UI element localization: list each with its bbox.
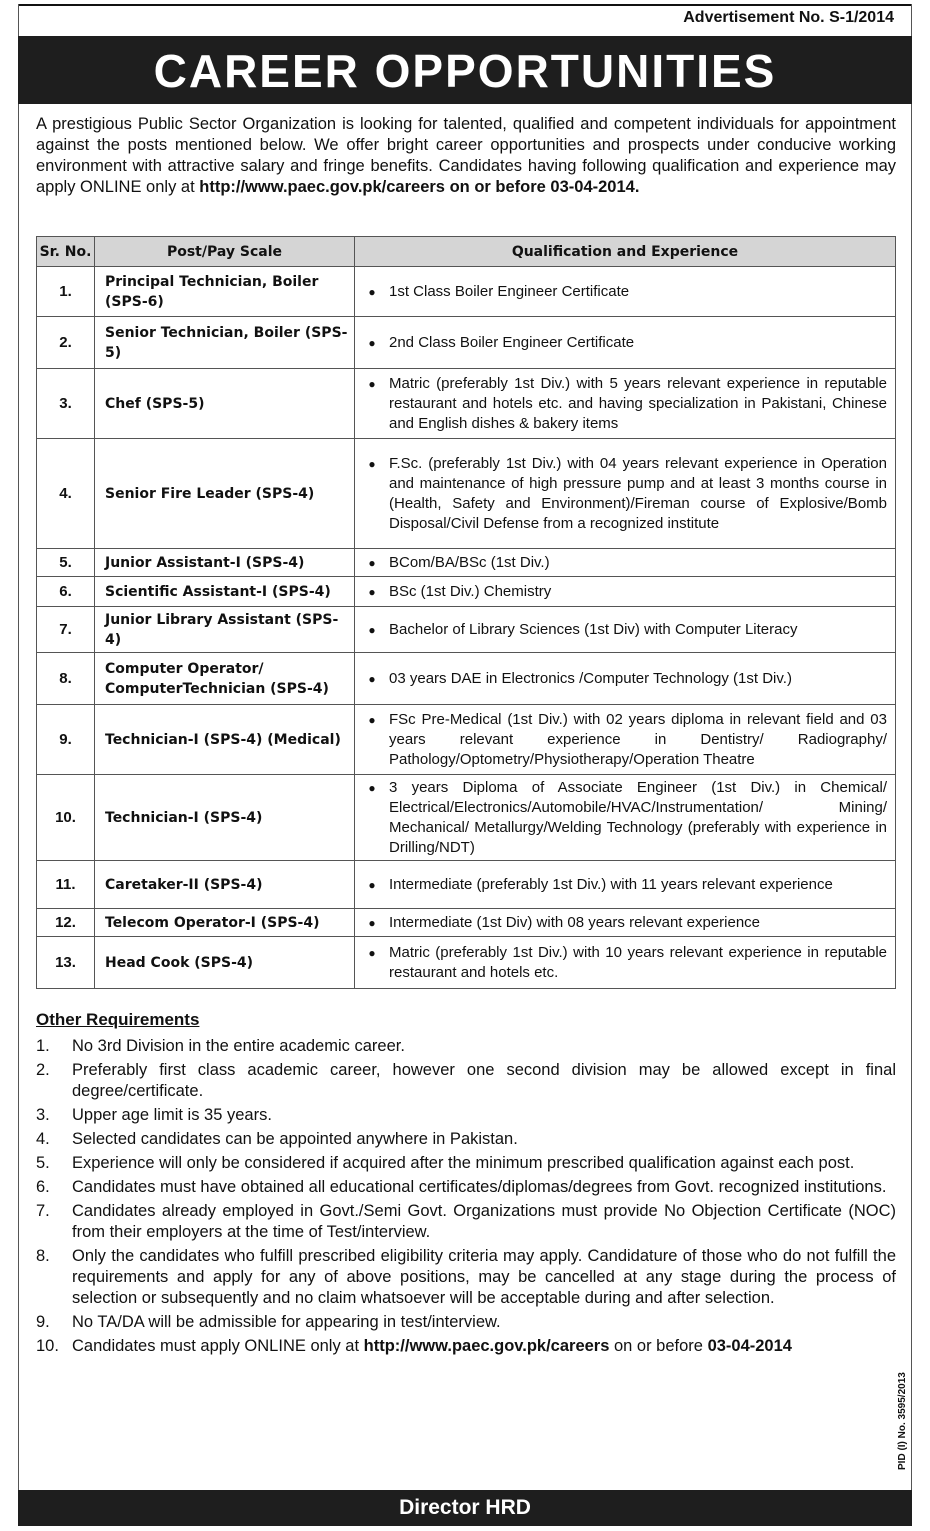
list-item-text: Candidates already employed in Govt./Semi Govt. Organizations must provide No Objection Certificate (NOC) from their employers at the time of Test/interview. [72,1202,896,1241]
row-qualification: 2nd Class Boiler Engineer Certificate [389,333,635,351]
bullet-icon: ● [368,335,376,350]
list-item-text: No TA/DA will be admissible for appearing in test/interview. [72,1313,501,1331]
deadline-date: 03-04-2014 [707,1337,792,1355]
row-post: Junior Assistant-I (SPS-4) [95,549,355,577]
table-row [37,861,896,909]
row-qualification: Matric (preferably 1st Div.) with 10 years relevant experience in reputable restaurant and hotels etc. [389,943,887,981]
list-item-text: Upper age limit is 35 years. [72,1106,272,1124]
bullet-icon: ● [368,376,376,391]
table-row [37,705,896,775]
row-qualification: Intermediate (1st Div) with 08 years relevant experience [389,913,761,931]
table-row [37,369,896,439]
table-row [37,937,896,989]
bullet-icon: ● [368,877,376,892]
intro-url: http://www.paec.gov.pk/careers [199,178,445,196]
row-sr-no: 5. [37,549,95,577]
table-header-row [37,237,896,267]
header-qualification: Qualification and Experience [355,237,896,267]
left-border [18,4,19,1526]
row-qualification-cell [355,317,896,369]
list-item-number: 2. [36,1061,50,1079]
bullet-icon: ● [368,284,376,299]
list-item [36,1312,896,1333]
list-item [36,1153,896,1174]
row-qualification: FSc Pre-Medical (1st Div.) with 02 years diploma in relevant field and 03 years relevant experience in Dentistry/ Radiography/ Pathology/Optometry/Physiotherapy/Operation Theatre [389,710,887,768]
row-post: Telecom Operator-I (SPS-4) [95,909,355,937]
row-qualification-cell [355,439,896,549]
table-row [37,549,896,577]
other-requirements-list [36,1036,896,1360]
row-sr-no: 2. [37,317,95,369]
posts-table [36,236,896,989]
row-post: Caretaker-II (SPS-4) [95,861,355,909]
list-item-number: 9. [36,1313,50,1331]
list-item-number: 5. [36,1154,50,1172]
row-sr-no: 9. [37,705,95,775]
row-post: Junior Library Assistant (SPS-4) [95,607,355,653]
row-post: Senior Technician, Boiler (SPS-5) [95,317,355,369]
row-qualification: 1st Class Boiler Engineer Certificate [389,282,630,300]
row-qualification: 3 years Diploma of Associate Engineer (1st Div.) in Chemical/ Electrical/Electronics/Automobile/HVAC/Instrumentation/ Mining/ Mechanical/ Metallurgy/Welding Technology (preferably with experience in Drilling/NDT) [389,778,887,856]
list-item-text: Experience will only be considered if acquired after the minimum prescribed qualification against each post. [72,1154,855,1172]
list-item-number: 10. [36,1337,59,1355]
list-item [36,1177,896,1198]
row-qualification: Intermediate (preferably 1st Div.) with 11 years relevant experience [389,875,833,893]
table-row [37,317,896,369]
row-qualification-cell [355,909,896,937]
list-item-number: 7. [36,1202,50,1220]
row-sr-no: 3. [37,369,95,439]
pid-number: PID (I) No. 3595/2013 [897,1372,908,1470]
row-qualification-cell [355,369,896,439]
row-sr-no: 6. [37,577,95,607]
other-requirements-title: Other Requirements [36,1010,200,1029]
table-row [37,577,896,607]
row-sr-no: 10. [37,775,95,861]
page-title: CAREER OPPORTUNITIES [18,36,912,104]
header-sr-no: Sr. No. [37,237,95,267]
list-item-number: 3. [36,1106,50,1124]
row-qualification-cell [355,607,896,653]
bullet-icon: ● [368,555,376,570]
row-qualification: BSc (1st Div.) Chemistry [389,582,552,600]
row-qualification-cell [355,861,896,909]
row-sr-no: 1. [37,267,95,317]
row-post: Computer Operator/ ComputerTechnician (SPS-4) [95,653,355,705]
row-sr-no: 4. [37,439,95,549]
list-item [36,1246,896,1309]
header-post: Post/Pay Scale [95,237,355,267]
list-item-text: No 3rd Division in the entire academic career. [72,1037,405,1055]
bullet-icon: ● [368,622,376,637]
list-item-text: Preferably first class academic career, however one second division may be allowed except in final degree/certificate. [72,1061,896,1100]
list-item-text: Only the candidates who fulfill prescribed eligibility criteria may apply. Candidature of those who do not fulfill the requirements and apply for any of above positions, may be cancelled at any stage during the process of selection or subsequently and no claim whatsoever will be acceptable during and after selection. [72,1247,896,1307]
bullet-icon: ● [368,780,376,795]
row-sr-no: 13. [37,937,95,989]
row-post: Senior Fire Leader (SPS-4) [95,439,355,549]
list-item [36,1129,896,1150]
row-post: Technician-I (SPS-4) [95,775,355,861]
list-item [36,1036,896,1057]
list-item [36,1060,896,1102]
table-row [37,439,896,549]
row-post: Scientific Assistant-I (SPS-4) [95,577,355,607]
bullet-icon: ● [368,671,376,686]
row-qualification: 03 years DAE in Electronics /Computer Technology (1st Div.) [389,669,792,687]
intro-text: A prestigious Public Sector Organization is looking for talented, qualified and competent individuals for appointment against the posts mentioned below. We offer bright career opportunities and prospects under conducive working environment with attractive salary and fringe benefits. Candidates having following qualification and experience may apply ONLINE only at [36,115,896,196]
table-row [37,653,896,705]
row-qualification-cell [355,937,896,989]
careers-url: http://www.paec.gov.pk/careers [363,1337,610,1355]
row-qualification-cell [355,705,896,775]
list-item-text: Selected candidates can be appointed anywhere in Pakistan. [72,1130,518,1148]
row-qualification-cell [355,775,896,861]
row-qualification-cell [355,577,896,607]
row-qualification-cell [355,267,896,317]
row-sr-no: 11. [37,861,95,909]
apply-online-text: Candidates must apply ONLINE only at [72,1337,364,1355]
row-sr-no: 7. [37,607,95,653]
row-qualification-cell [355,549,896,577]
bullet-icon: ● [368,584,376,599]
list-item-text [72,1336,896,1357]
intro-paragraph [36,114,896,198]
on-or-before-text: on or before [609,1337,708,1355]
footer-signature: Director HRD [18,1490,912,1526]
table-row [37,909,896,937]
top-rule [18,4,912,6]
row-post: Chef (SPS-5) [95,369,355,439]
advertisement-number: Advertisement No. S-1/2014 [683,9,894,26]
row-qualification: BCom/BA/BSc (1st Div.) [389,553,550,571]
row-sr-no: 8. [37,653,95,705]
list-item-number: 4. [36,1130,50,1148]
list-item [36,1105,896,1126]
bullet-icon: ● [368,456,376,471]
list-item-number: 8. [36,1247,50,1265]
list-item [36,1336,896,1357]
bullet-icon: ● [368,712,376,727]
list-item [36,1201,896,1243]
list-item-number: 6. [36,1178,50,1196]
row-qualification: F.Sc. (preferably 1st Div.) with 04 years relevant experience in Operation and maintenance of high pressure pump and at least 3 months course in (Health, Safety and Environment)/Fireman course of Explosive/Bomb Disposal/Civil Defense from a recognized institute [389,454,887,532]
list-item-text: Candidates must have obtained all educational certificates/diplomas/degrees from Govt. recognized institutions. [72,1178,887,1196]
bullet-icon: ● [368,945,376,960]
bullet-icon: ● [368,915,376,930]
table-row [37,607,896,653]
row-post: Technician-I (SPS-4) (Medical) [95,705,355,775]
row-sr-no: 12. [37,909,95,937]
table-row [37,775,896,861]
row-post: Head Cook (SPS-4) [95,937,355,989]
row-post: Principal Technician, Boiler (SPS-6) [95,267,355,317]
row-qualification: Bachelor of Library Sciences (1st Div) with Computer Literacy [389,620,798,638]
row-qualification: Matric (preferably 1st Div.) with 5 years relevant experience in reputable restaurant and hotels etc. and having specialization in Pakistani, Chinese and English dishes & bakery items [389,374,887,432]
intro-deadline: on or before 03-04-2014. [449,178,640,196]
right-border [911,4,912,1526]
row-qualification-cell [355,653,896,705]
list-item-number: 1. [36,1037,50,1055]
table-row [37,267,896,317]
